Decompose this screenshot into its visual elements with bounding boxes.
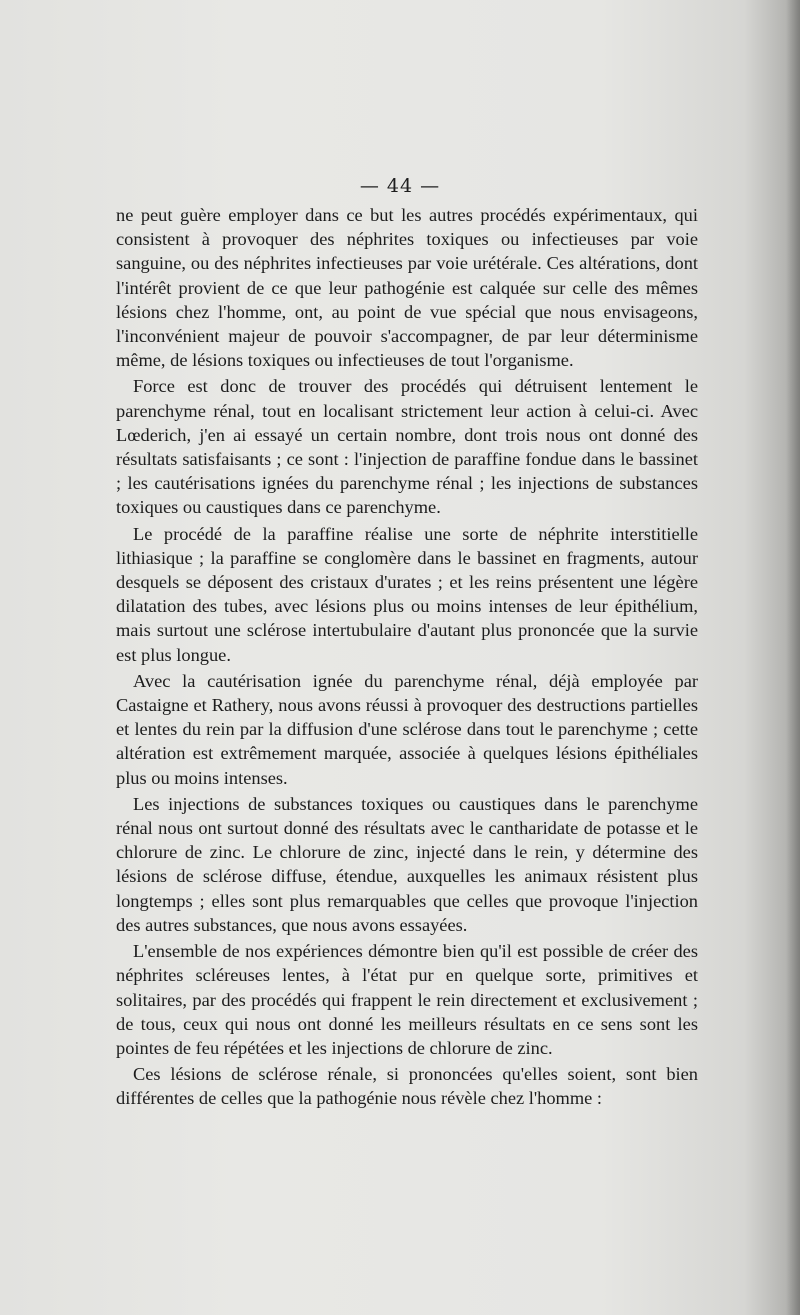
paragraph-4: Avec la cautérisation ignée du parenchyme rénal, déjà employée par Castaigne et Rathery, nous avons réussi à provoquer des destructions partielles et lentes du rein par la diffusion d'une sclérose dans tout le parenchyme ; cette altération est extrêmement marquée, associée à quelques lésions épithéliales plus ou moins intenses. xyxy=(116,670,698,788)
paragraph-6: L'ensemble de nos expériences démontre bien qu'il est possible de créer des néphrites scléreuses lentes, à l'état pur en quelque sorte, primitives et solitaires, par des procédés qui frappent le rein directement et exclusivement ; de tous, ceux qui nous ont donné les meilleurs résultats en ce sens sont les pointes de feu répétées et les injections de chlorure de zinc. xyxy=(116,941,698,1058)
page-edge-shadow xyxy=(786,0,800,1315)
paragraph-2: Force est donc de trouver des procédés qui détruisent lentement le parenchyme rénal, tout en localisant strictement leur action à celui-ci. Avec Lœderich, j'en ai essayé un certain nombre, dont trois nous ont donné des résultats satisfaisants ; ce sont : l'injection de paraffine fondue dans le bassinet ; les cautérisations ignées du parenchyme rénal ; les injections de substances toxiques ou caustiques dans ce parenchyme. xyxy=(116,376,698,518)
paragraph-7: Ces lésions de sclérose rénale, si prononcées qu'elles soient, sont bien différentes de celles que la pathogénie nous révèle chez l'homme : xyxy=(116,1064,698,1109)
page-number: — 44 — xyxy=(359,175,441,197)
body-text xyxy=(116,203,698,1111)
paragraph-1: ne peut guère employer dans ce but les autres procédés expérimentaux, qui consistent à provoquer des néphrites toxiques ou infectieuses par voie sanguine, ou des néphrites infectieuses par voie urétérale. Ces altérations, dont l'intérêt provient de ce que leur pathogénie est calquée sur celle des mêmes lésions chez l'homme, ont, au point de vue spécial que nous envisageons, l'inconvénient majeur de pouvoir s'accompagner, de par leur déterminisme même, de lésions toxiques ou infectieuses de tout l'organisme. xyxy=(116,205,698,371)
paragraph-3: Le procédé de la paraffine réalise une sorte de néphrite interstitielle lithiasique ; la paraffine se conglomère dans le bassinet en fragments, autour desquels se déposent des cristaux d'urates ; et les reins présentent une légère dilatation des tubes, avec lésions plus ou moins intenses de leur épithélium, mais surtout une sclérose intertubulaire d'autant plus prononcée que la survie est plus longue. xyxy=(116,523,698,665)
paragraph-5: Les injections de substances toxiques ou caustiques dans le parenchyme rénal nous ont surtout donné des résultats avec le cantharidate de potasse et le chlorure de zinc. Le chlorure de zinc, injecté dans le rein, y détermine des lésions de sclérose diffuse, étendue, auxquelles les animaux résistent plus longtemps ; elles sont plus remarquables que celles que provoque l'injection des autres substances, que nous avons essayées. xyxy=(116,793,698,935)
